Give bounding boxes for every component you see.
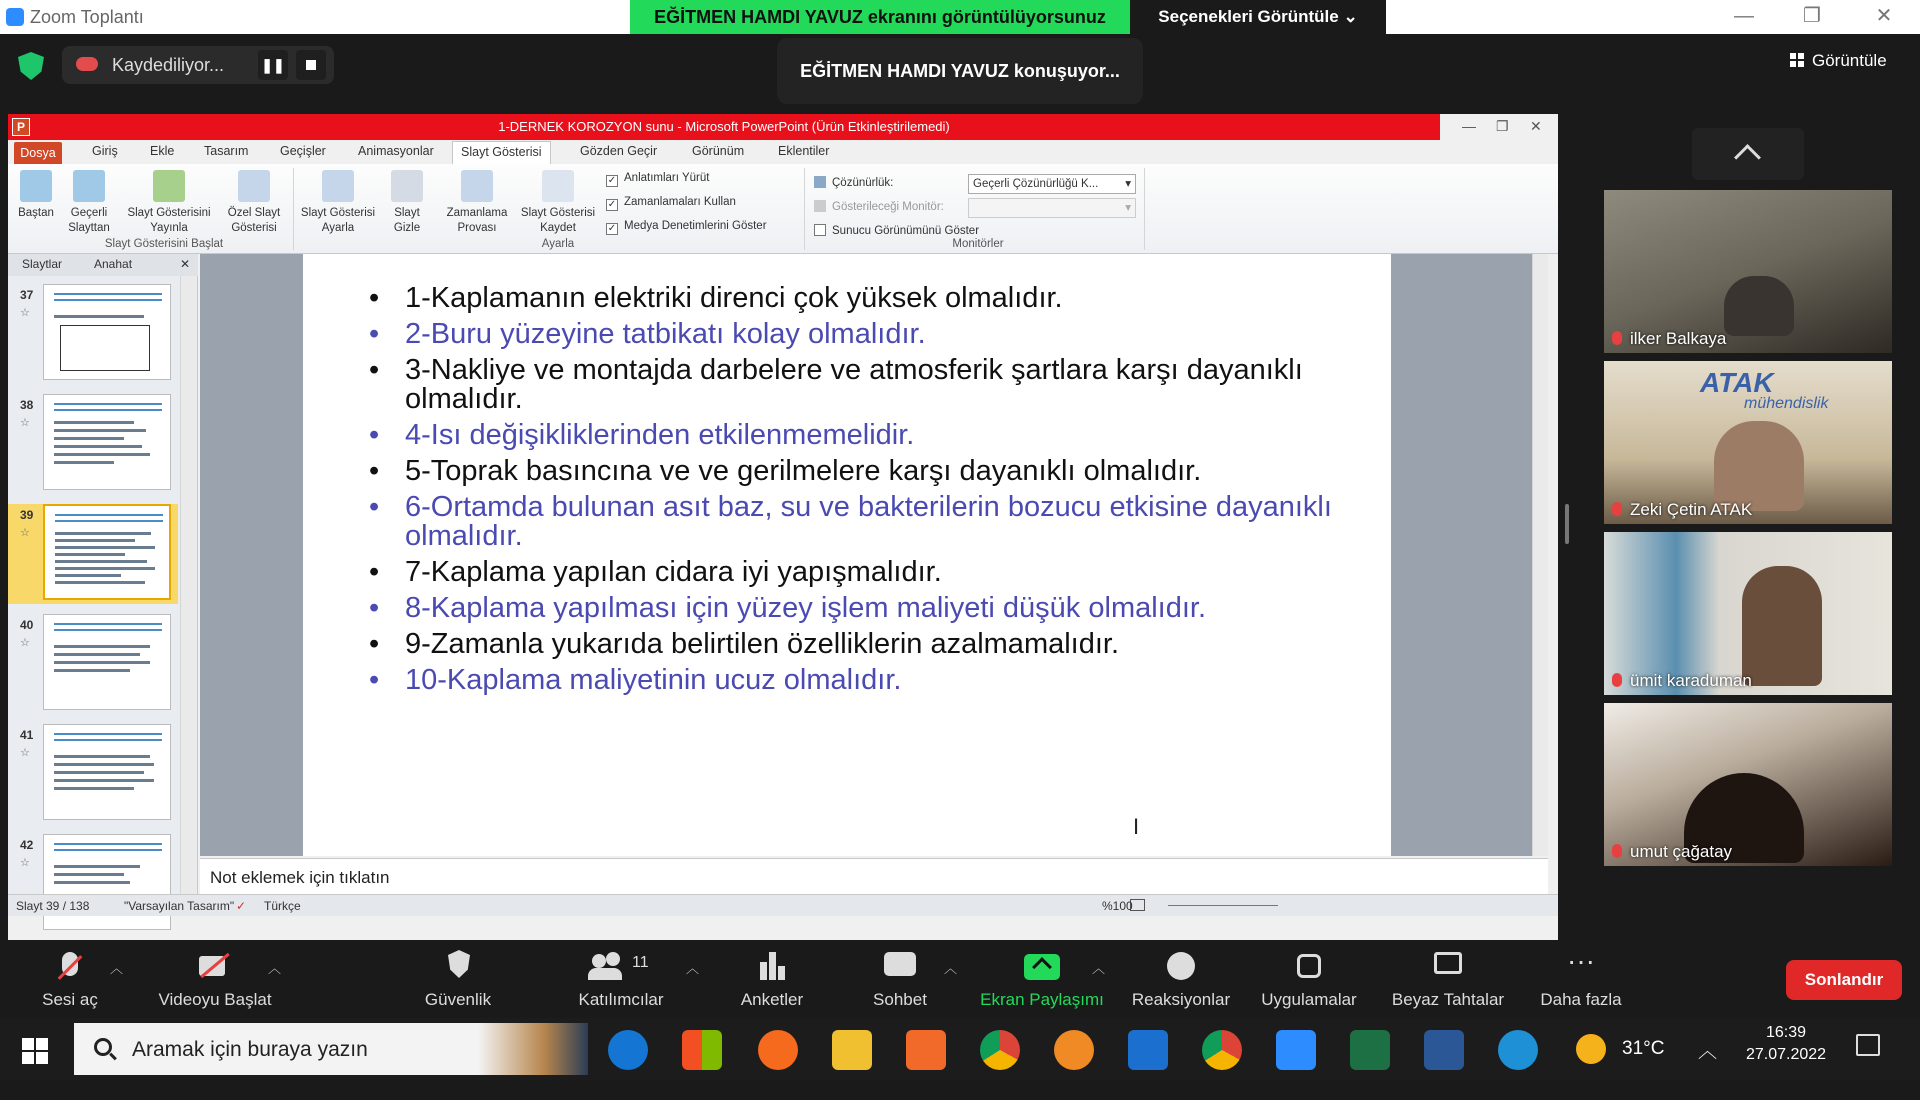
broadcast-button[interactable]: Slayt Gösterisini Yayınla bbox=[122, 170, 216, 236]
video-off-icon bbox=[195, 950, 235, 984]
tab-home[interactable]: Giriş bbox=[92, 144, 118, 158]
tab-slides[interactable]: Slaytlar bbox=[22, 257, 63, 271]
star-icon: ☆ bbox=[20, 307, 30, 319]
slide-thumb-37[interactable]: 37 ☆ bbox=[8, 284, 178, 384]
atak-logo: ATAK bbox=[1700, 367, 1774, 398]
participants-button[interactable]: 11 Katılımcılar bbox=[566, 950, 676, 1010]
bar-chart-icon bbox=[752, 950, 792, 984]
slides-pane-tabs bbox=[8, 254, 198, 276]
theme-name: "Varsayılan Tasarım" bbox=[124, 899, 235, 913]
ribbon-separator bbox=[1144, 168, 1145, 250]
minimize-button[interactable]: — bbox=[1734, 5, 1754, 27]
polls-button[interactable]: Anketler bbox=[730, 950, 814, 1010]
smiley-icon bbox=[1161, 950, 1201, 984]
stop-recording-button[interactable] bbox=[296, 50, 326, 80]
slide-bullet: • 1-Kaplamanın elektriki direnci çok yüksek olmalıdır. bbox=[363, 284, 1373, 313]
setup-icon bbox=[322, 170, 354, 202]
slide-bullet: • 3-Nakliye ve montajda darbelere ve atmosferik şartlara karşı dayanıklı olmalıdır. bbox=[363, 356, 1373, 414]
slide-thumb-39[interactable]: 39 ☆ bbox=[8, 504, 178, 604]
muted-mic-icon bbox=[1612, 502, 1622, 516]
word-icon[interactable] bbox=[1424, 1030, 1464, 1070]
participant-tile[interactable] bbox=[1604, 190, 1892, 353]
status-bar bbox=[8, 894, 1558, 916]
share-arrow-icon bbox=[1022, 950, 1062, 984]
participant-name: ilker Balkaya bbox=[1612, 329, 1726, 349]
edge-icon[interactable] bbox=[608, 1030, 648, 1070]
muted-microphone-icon bbox=[50, 950, 90, 984]
tab-outline[interactable]: Anahat bbox=[94, 257, 133, 271]
meeting-toolbar bbox=[0, 942, 1920, 1018]
tab-insert[interactable]: Ekle bbox=[150, 144, 175, 158]
more-dots-icon: ··· bbox=[1567, 945, 1595, 976]
ppt-title-bar bbox=[8, 114, 1440, 140]
show-media-controls-checkbox[interactable]: ✓ Medya Denetimlerini Göster bbox=[607, 220, 767, 234]
scroll-up-button[interactable] bbox=[1692, 128, 1804, 180]
star-icon: ☆ bbox=[20, 857, 30, 869]
zoom-taskbar-icon[interactable] bbox=[1276, 1030, 1316, 1070]
record-show-button[interactable]: Slayt Gösterisi Kaydet bbox=[516, 170, 600, 236]
play-narrations-checkbox[interactable]: ✓ Anlatımları Yürüt bbox=[607, 172, 710, 186]
tab-file[interactable]: Dosya bbox=[14, 142, 62, 164]
monitor-select: ▾ bbox=[968, 198, 1136, 218]
weather-icon[interactable] bbox=[1576, 1034, 1606, 1064]
ribbon-separator bbox=[293, 168, 294, 250]
chrome-profile-icon[interactable] bbox=[1202, 1030, 1242, 1070]
whiteboard-icon bbox=[1428, 950, 1468, 984]
tab-animations[interactable]: Animasyonlar bbox=[358, 144, 434, 158]
slide-scrollbar[interactable] bbox=[1532, 254, 1548, 856]
ppt-restore-button[interactable]: ❐ bbox=[1496, 118, 1509, 134]
slide[interactable] bbox=[303, 254, 1391, 856]
slide-bullet: • 4-Isı değişikliklerinden etkilenmemelidir. bbox=[363, 421, 1373, 450]
rehearse-timings-button[interactable]: Zamanlama Provası bbox=[442, 170, 512, 236]
tab-slideshow[interactable]: Slayt Gösterisi bbox=[452, 141, 551, 164]
participant-name: Zeki Çetin ATAK bbox=[1612, 500, 1752, 520]
muted-mic-icon bbox=[1612, 331, 1622, 345]
custom-show-icon bbox=[238, 170, 270, 202]
windows-taskbar bbox=[0, 1018, 1920, 1080]
slide-counter: Slayt 39 / 138 bbox=[16, 899, 90, 913]
share-options-caret[interactable]: ︿ bbox=[1092, 961, 1106, 976]
star-icon: ☆ bbox=[20, 637, 30, 649]
security-button[interactable]: Güvenlik bbox=[416, 950, 500, 1010]
slide-thumb-42[interactable]: 42 ☆ bbox=[8, 834, 178, 934]
recording-label: Kaydediliyor... bbox=[112, 55, 225, 75]
share-banner: EĞİTMEN HAMDI YAVUZ ekranını görüntülüyorsunuz bbox=[630, 0, 1130, 34]
slide-bullet: • 8-Kaplama yapılması için yüzey işlem maliyeti düşük olmalıdır. bbox=[363, 594, 1373, 623]
tray-expand-icon[interactable]: ︿ bbox=[1698, 1041, 1718, 1062]
muted-mic-icon bbox=[1612, 844, 1622, 858]
broadcast-icon bbox=[153, 170, 185, 202]
star-icon: ☆ bbox=[20, 417, 30, 429]
muted-mic-icon bbox=[1612, 673, 1622, 687]
window-title: Zoom Toplantı bbox=[30, 7, 144, 27]
participant-tile[interactable] bbox=[1604, 703, 1892, 866]
slide-bullet: • 9-Zamanla yukarıda belirtilen özelliklerin azalmamalıdır. bbox=[363, 630, 1373, 659]
tab-view[interactable]: Görünüm bbox=[692, 144, 745, 158]
cloud-record-icon bbox=[76, 57, 98, 71]
slide-thumb-40[interactable]: 40 ☆ bbox=[8, 614, 178, 714]
slide-bullet-list bbox=[363, 284, 1373, 702]
app-icon[interactable] bbox=[906, 1030, 946, 1070]
share-screen-button[interactable]: Ekran Paylaşımı bbox=[972, 950, 1112, 1010]
end-meeting-button[interactable]: Sonlandır bbox=[1786, 960, 1902, 1000]
pause-recording-button[interactable]: ❚❚ bbox=[258, 50, 288, 80]
audio-options-caret[interactable]: ︿ bbox=[110, 961, 124, 976]
slides-pane bbox=[8, 254, 198, 894]
close-button[interactable]: ✕ bbox=[1875, 5, 1893, 27]
grid-icon bbox=[1790, 53, 1804, 67]
mail-icon[interactable] bbox=[1128, 1030, 1168, 1070]
chrome-icon[interactable] bbox=[980, 1030, 1020, 1070]
participant-tile[interactable] bbox=[1604, 532, 1892, 695]
slide-bullet: • 10-Kaplama maliyetinin ucuz olmalıdır. bbox=[363, 666, 1373, 695]
language-label[interactable]: Türkçe bbox=[264, 899, 301, 913]
participants-options-caret[interactable]: ︿ bbox=[686, 961, 700, 976]
tab-design[interactable]: Tasarım bbox=[204, 144, 249, 158]
custom-show-button[interactable]: Özel Slayt Gösterisi bbox=[220, 170, 288, 236]
avast-icon[interactable] bbox=[758, 1030, 798, 1070]
microsoft-store-icon[interactable] bbox=[682, 1030, 722, 1070]
tab-review[interactable]: Gözden Geçir bbox=[580, 144, 658, 158]
tab-addins[interactable]: Eklentiler bbox=[778, 144, 830, 158]
notes-pane[interactable]: Not eklemek için tıklatın bbox=[200, 858, 1548, 894]
reactions-button[interactable]: Reaksiyonlar bbox=[1126, 950, 1236, 1010]
tab-transitions[interactable]: Geçişler bbox=[280, 144, 326, 158]
powerpoint-logo-icon: P bbox=[12, 118, 30, 136]
close-pane-icon[interactable]: ✕ bbox=[180, 257, 191, 271]
monitor-label: Gösterileceği Monitör: bbox=[814, 200, 944, 213]
participants-icon: 11 bbox=[586, 950, 656, 984]
ribbon bbox=[8, 164, 1558, 254]
file-explorer-icon[interactable] bbox=[832, 1030, 872, 1070]
slide-bullet: • 7-Kaplama yapılan cidara iyi yapışmalıdır. bbox=[363, 558, 1373, 587]
rehearse-icon bbox=[461, 170, 493, 202]
slide-title-fragment bbox=[603, 242, 1023, 262]
group-monitors-label: Monitörler bbox=[952, 238, 1004, 250]
chat-options-caret[interactable]: ︿ bbox=[944, 961, 958, 976]
zoom-title-bar bbox=[0, 0, 1920, 34]
vpn-icon[interactable] bbox=[1054, 1030, 1094, 1070]
search-icon bbox=[94, 1038, 112, 1056]
resolution-label: Çözünürlük: bbox=[814, 176, 893, 189]
whiteboards-button[interactable]: Beyaz Tahtalar bbox=[1386, 950, 1510, 1010]
hide-slide-button[interactable]: Slayt Gizle bbox=[386, 170, 428, 236]
participant-tile[interactable] bbox=[1604, 361, 1892, 524]
excel-icon[interactable] bbox=[1350, 1030, 1390, 1070]
taskbar-search[interactable]: Aramak için buraya yazın bbox=[74, 1023, 588, 1075]
chat-bubble-icon bbox=[880, 950, 920, 984]
ribbon-tabs bbox=[8, 140, 1558, 164]
windows-start-icon[interactable] bbox=[22, 1038, 48, 1064]
slide-thumb-38[interactable]: 38 ☆ bbox=[8, 394, 178, 494]
slideshow-current-icon bbox=[73, 170, 105, 202]
slide-bullet: • 5-Toprak basıncına ve ve gerilmelere karşı dayanıklı olmalıdır. bbox=[363, 457, 1373, 486]
zoom-level[interactable]: %100 bbox=[1102, 899, 1133, 913]
temperature[interactable]: 31°C bbox=[1622, 1038, 1665, 1059]
ppt-window-title: 1-DERNEK KOROZYON sunu - Microsoft PowerPoint (Ürün Etkinleştirilemedi) bbox=[498, 119, 950, 134]
ppt-minimize-button[interactable]: — bbox=[1462, 118, 1476, 134]
powerpoint-window bbox=[8, 114, 1558, 940]
maximize-button[interactable]: ❐ bbox=[1803, 5, 1821, 27]
slide-canvas bbox=[200, 254, 1548, 856]
use-timings-checkbox[interactable]: ✓ Zamanlamaları Kullan bbox=[607, 196, 736, 210]
clock[interactable]: 16:39 27.07.2022 bbox=[1745, 1024, 1827, 1063]
ppt-window-controls bbox=[1440, 114, 1558, 140]
slide-bullet: • 6-Ortamda bulunan asıt baz, su ve bakterilerin bozucu etkisine dayanıklı olmalıdır. bbox=[363, 493, 1373, 551]
active-speaker-banner: EĞİTMEN HAMDI YAVUZ konuşuyor... bbox=[777, 38, 1143, 104]
search-highlight-image bbox=[478, 1023, 588, 1075]
recording-indicator bbox=[62, 46, 334, 84]
record-icon bbox=[542, 170, 574, 202]
shield-icon bbox=[438, 950, 478, 984]
slide-bullet: • 2-Buru yüzeyine tatbikatı kolay olmalıdır. bbox=[363, 320, 1373, 349]
video-options-caret[interactable]: ︿ bbox=[268, 961, 282, 976]
participant-name: umut çağatay bbox=[1612, 842, 1732, 862]
star-icon: ☆ bbox=[20, 527, 30, 539]
apps-icon bbox=[1289, 950, 1329, 984]
notifications-icon[interactable] bbox=[1856, 1034, 1880, 1056]
group-start-label: Slayt Gösterisini Başlat bbox=[104, 238, 224, 250]
slide-thumb-41[interactable]: 41 ☆ bbox=[8, 724, 178, 824]
from-beginning-button[interactable]: Baştan bbox=[14, 170, 58, 221]
hide-slide-icon bbox=[391, 170, 423, 202]
view-button[interactable]: Görüntüle bbox=[1790, 46, 1910, 76]
help-icon[interactable] bbox=[1498, 1030, 1538, 1070]
slideshow-start-icon bbox=[20, 170, 52, 202]
chat-button[interactable]: Sohbet bbox=[860, 950, 940, 1010]
atak-logo-sub: mühendislik bbox=[1744, 395, 1829, 412]
start-video-button[interactable]: Videoyu Başlat bbox=[150, 950, 280, 1010]
presenter-view-checkbox[interactable]: Sunucu Görünümünü Göster bbox=[814, 224, 979, 237]
unmute-button[interactable]: Sesi aç bbox=[30, 950, 110, 1010]
zoom-logo-icon bbox=[6, 8, 24, 26]
ppt-close-button[interactable]: ✕ bbox=[1530, 118, 1542, 134]
ribbon-separator bbox=[804, 168, 805, 250]
spellcheck-icon[interactable]: ✓ bbox=[236, 899, 247, 913]
zoom-slider[interactable] bbox=[1168, 905, 1278, 906]
panel-resize-handle[interactable] bbox=[1565, 504, 1569, 544]
resolution-select[interactable]: Geçerli Çözünürlüğü K... ▾ bbox=[968, 174, 1136, 194]
group-setup-label: Ayarla bbox=[541, 238, 575, 250]
slides-pane-scrollbar[interactable] bbox=[180, 276, 196, 894]
participant-name: ümit karaduman bbox=[1612, 671, 1752, 691]
setup-show-button[interactable]: Slayt Gösterisi Ayarla bbox=[298, 170, 378, 236]
from-current-button[interactable]: Geçerli Slayttan bbox=[60, 170, 118, 236]
text-cursor-icon: I bbox=[1133, 814, 1140, 839]
view-options-button[interactable]: Seçenekleri Görüntüle ⌄ bbox=[1130, 0, 1386, 34]
more-button[interactable]: ··· Daha fazla bbox=[1540, 945, 1622, 1009]
apps-button[interactable]: Uygulamalar bbox=[1256, 950, 1362, 1010]
star-icon: ☆ bbox=[20, 747, 30, 759]
